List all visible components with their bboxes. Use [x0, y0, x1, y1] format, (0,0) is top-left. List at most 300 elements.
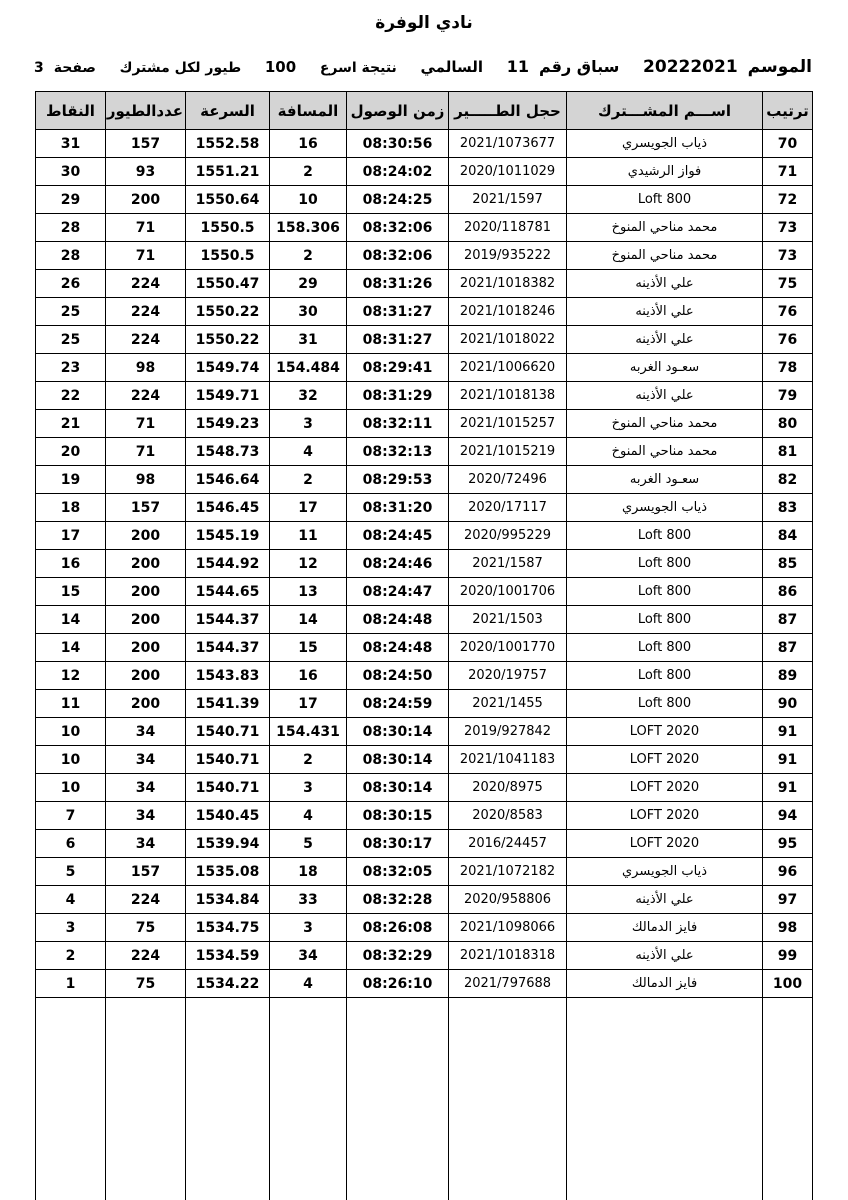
- cell-rank: 73: [763, 242, 813, 270]
- table-header-row: [36, 92, 813, 130]
- cell-pigeons: 200: [106, 186, 186, 214]
- cell-rank: 90: [763, 690, 813, 718]
- cell-rank: 89: [763, 662, 813, 690]
- cell-ring: 2021/1098066: [449, 914, 567, 942]
- cell-arrival: 08:24:46: [347, 550, 449, 578]
- cell-speed: 1544.37: [186, 634, 270, 662]
- cell-arrival: 08:32:29: [347, 942, 449, 970]
- club-title: نادي الوفرة: [375, 13, 473, 33]
- cell-arrival: 08:30:14: [347, 746, 449, 774]
- cell-points: 21: [36, 410, 106, 438]
- cell-participant: ذياب الجويسري: [567, 858, 763, 886]
- header-arrival-time: زمن الوصول: [347, 92, 449, 130]
- cell-speed: 1544.92: [186, 550, 270, 578]
- cell-ring: 2020/1001770: [449, 634, 567, 662]
- cell-pigeons: 224: [106, 326, 186, 354]
- cell-speed: 1550.22: [186, 326, 270, 354]
- cell-rank: 72: [763, 186, 813, 214]
- cell-arrival: 08:29:41: [347, 354, 449, 382]
- cell-points: 4: [36, 886, 106, 914]
- cell-points: 30: [36, 158, 106, 186]
- cell-rank: 71: [763, 158, 813, 186]
- cell-pigeons: 34: [106, 802, 186, 830]
- cell-distance: 2: [270, 242, 347, 270]
- cell-participant: LOFT 2020: [567, 774, 763, 802]
- table-row: [36, 550, 813, 578]
- cell-distance: 29: [270, 270, 347, 298]
- cell-points: 11: [36, 690, 106, 718]
- season-label: الموسم: [747, 57, 812, 77]
- cell-distance: 17: [270, 494, 347, 522]
- cell-ring: 2021/1015219: [449, 438, 567, 466]
- cell-points: 12: [36, 662, 106, 690]
- cell-pigeons: 34: [106, 718, 186, 746]
- cell-speed: 1548.73: [186, 438, 270, 466]
- cell-arrival: 08:30:56: [347, 130, 449, 158]
- cell-pigeons: 224: [106, 886, 186, 914]
- cell-participant: محمد مناحي المنوخ: [567, 438, 763, 466]
- cell-participant: محمد مناحي المنوخ: [567, 242, 763, 270]
- result-suffix: طيور لكل مشترك: [119, 60, 242, 76]
- race-number: 11: [506, 57, 529, 76]
- cell-speed: 1543.83: [186, 662, 270, 690]
- cell-participant: Loft 800: [567, 550, 763, 578]
- cell-participant: علي الأذينه: [567, 942, 763, 970]
- header-points: النقاط: [36, 92, 106, 130]
- cell-points: 29: [36, 186, 106, 214]
- cell-arrival: 08:24:48: [347, 606, 449, 634]
- empty-cell: [106, 998, 186, 1200]
- cell-distance: 5: [270, 830, 347, 858]
- cell-ring: 2021/1018246: [449, 298, 567, 326]
- cell-rank: 91: [763, 746, 813, 774]
- empty-cell: [347, 998, 449, 1200]
- cell-pigeons: 75: [106, 970, 186, 998]
- cell-rank: 75: [763, 270, 813, 298]
- cell-points: 18: [36, 494, 106, 522]
- cell-pigeons: 200: [106, 550, 186, 578]
- cell-participant: علي الأذينه: [567, 326, 763, 354]
- cell-speed: 1534.84: [186, 886, 270, 914]
- table-row: [36, 886, 813, 914]
- cell-pigeons: 71: [106, 410, 186, 438]
- table-row: [36, 130, 813, 158]
- cell-participant: فواز الرشيدي: [567, 158, 763, 186]
- table-row: [36, 494, 813, 522]
- race-location: السالمي: [420, 58, 484, 76]
- cell-ring: 2020/995229: [449, 522, 567, 550]
- cell-arrival: 08:32:05: [347, 858, 449, 886]
- cell-speed: 1549.23: [186, 410, 270, 438]
- cell-points: 14: [36, 606, 106, 634]
- header-distance: المسافة: [270, 92, 347, 130]
- cell-arrival: 08:31:29: [347, 382, 449, 410]
- cell-participant: علي الأذينه: [567, 382, 763, 410]
- cell-participant: محمد مناحي المنوخ: [567, 214, 763, 242]
- cell-ring: 2021/1015257: [449, 410, 567, 438]
- cell-arrival: 08:24:02: [347, 158, 449, 186]
- cell-distance: 12: [270, 550, 347, 578]
- cell-points: 10: [36, 718, 106, 746]
- cell-rank: 83: [763, 494, 813, 522]
- cell-pigeons: 98: [106, 354, 186, 382]
- cell-points: 1: [36, 970, 106, 998]
- cell-rank: 85: [763, 550, 813, 578]
- cell-speed: 1535.08: [186, 858, 270, 886]
- cell-ring: 2021/1006620: [449, 354, 567, 382]
- cell-arrival: 08:26:10: [347, 970, 449, 998]
- cell-participant: LOFT 2020: [567, 718, 763, 746]
- race-label: سباق رقم: [538, 57, 620, 76]
- cell-pigeons: 157: [106, 130, 186, 158]
- cell-distance: 10: [270, 186, 347, 214]
- season-info: [643, 57, 812, 77]
- cell-rank: 73: [763, 214, 813, 242]
- table-row: [36, 270, 813, 298]
- cell-participant: Loft 800: [567, 690, 763, 718]
- cell-arrival: 08:26:08: [347, 914, 449, 942]
- cell-rank: 76: [763, 326, 813, 354]
- cell-points: 3: [36, 914, 106, 942]
- cell-ring: 2016/24457: [449, 830, 567, 858]
- cell-participant: LOFT 2020: [567, 802, 763, 830]
- cell-participant: محمد مناحي المنوخ: [567, 410, 763, 438]
- cell-arrival: 08:24:45: [347, 522, 449, 550]
- table-row: [36, 830, 813, 858]
- empty-cell: [186, 998, 270, 1200]
- cell-rank: 97: [763, 886, 813, 914]
- cell-points: 7: [36, 802, 106, 830]
- cell-distance: 32: [270, 382, 347, 410]
- table-row: [36, 942, 813, 970]
- cell-arrival: 08:32:13: [347, 438, 449, 466]
- cell-arrival: 08:24:25: [347, 186, 449, 214]
- cell-speed: 1534.22: [186, 970, 270, 998]
- cell-participant: Loft 800: [567, 634, 763, 662]
- header-speed: السرعة: [186, 92, 270, 130]
- cell-ring: 2021/797688: [449, 970, 567, 998]
- cell-speed: 1539.94: [186, 830, 270, 858]
- table-row: [36, 410, 813, 438]
- cell-points: 19: [36, 466, 106, 494]
- cell-ring: 2020/958806: [449, 886, 567, 914]
- table-row: [36, 522, 813, 550]
- cell-points: 28: [36, 214, 106, 242]
- cell-participant: علي الأذينه: [567, 886, 763, 914]
- cell-participant: سعـود الغربه: [567, 466, 763, 494]
- cell-rank: 86: [763, 578, 813, 606]
- cell-participant: فايز الدمالك: [567, 970, 763, 998]
- cell-ring: 2021/1503: [449, 606, 567, 634]
- cell-arrival: 08:32:06: [347, 214, 449, 242]
- table-row: [36, 466, 813, 494]
- cell-arrival: 08:31:27: [347, 326, 449, 354]
- page-label: صفحة: [53, 60, 96, 76]
- cell-distance: 3: [270, 410, 347, 438]
- cell-distance: 158.306: [270, 214, 347, 242]
- cell-arrival: 08:32:06: [347, 242, 449, 270]
- cell-speed: 1550.5: [186, 242, 270, 270]
- cell-ring: 2020/72496: [449, 466, 567, 494]
- cell-distance: 11: [270, 522, 347, 550]
- table-row: [36, 382, 813, 410]
- cell-speed: 1544.37: [186, 606, 270, 634]
- cell-pigeons: 93: [106, 158, 186, 186]
- cell-speed: 1540.45: [186, 802, 270, 830]
- cell-distance: 34: [270, 942, 347, 970]
- cell-pigeons: 224: [106, 298, 186, 326]
- cell-points: 23: [36, 354, 106, 382]
- cell-speed: 1534.75: [186, 914, 270, 942]
- cell-speed: 1549.71: [186, 382, 270, 410]
- cell-distance: 2: [270, 746, 347, 774]
- cell-pigeons: 34: [106, 774, 186, 802]
- cell-distance: 16: [270, 130, 347, 158]
- cell-distance: 154.484: [270, 354, 347, 382]
- cell-rank: 95: [763, 830, 813, 858]
- cell-distance: 18: [270, 858, 347, 886]
- cell-ring: 2019/927842: [449, 718, 567, 746]
- cell-distance: 2: [270, 158, 347, 186]
- cell-ring: 2021/1018382: [449, 270, 567, 298]
- table-row: [36, 774, 813, 802]
- cell-ring: 2019/935222: [449, 242, 567, 270]
- table-row: [36, 242, 813, 270]
- cell-rank: 84: [763, 522, 813, 550]
- cell-pigeons: 71: [106, 214, 186, 242]
- cell-speed: 1550.47: [186, 270, 270, 298]
- cell-arrival: 08:30:14: [347, 774, 449, 802]
- cell-ring: 2021/1018138: [449, 382, 567, 410]
- cell-arrival: 08:24:50: [347, 662, 449, 690]
- cell-arrival: 08:32:28: [347, 886, 449, 914]
- cell-arrival: 08:24:59: [347, 690, 449, 718]
- cell-distance: 3: [270, 774, 347, 802]
- cell-arrival: 08:31:27: [347, 298, 449, 326]
- cell-distance: 2: [270, 466, 347, 494]
- cell-speed: 1540.71: [186, 718, 270, 746]
- cell-speed: 1544.65: [186, 578, 270, 606]
- cell-ring: 2020/8975: [449, 774, 567, 802]
- cell-distance: 17: [270, 690, 347, 718]
- table-row: [36, 858, 813, 886]
- results-tbody: [36, 130, 813, 998]
- table-row: [36, 354, 813, 382]
- cell-arrival: 08:24:47: [347, 578, 449, 606]
- cell-pigeons: 34: [106, 746, 186, 774]
- cell-points: 2: [36, 942, 106, 970]
- table-row: [36, 634, 813, 662]
- cell-speed: 1540.71: [186, 774, 270, 802]
- results-table: [35, 91, 813, 1200]
- cell-speed: 1546.64: [186, 466, 270, 494]
- cell-ring: 2021/1597: [449, 186, 567, 214]
- cell-participant: Loft 800: [567, 662, 763, 690]
- table-row: [36, 718, 813, 746]
- cell-arrival: 08:32:11: [347, 410, 449, 438]
- race-info: [507, 57, 620, 76]
- cell-rank: 82: [763, 466, 813, 494]
- cell-ring: 2021/1072182: [449, 858, 567, 886]
- cell-speed: 1546.45: [186, 494, 270, 522]
- cell-arrival: 08:30:17: [347, 830, 449, 858]
- page-info: [34, 60, 96, 76]
- cell-speed: 1545.19: [186, 522, 270, 550]
- cell-speed: 1549.74: [186, 354, 270, 382]
- cell-pigeons: 224: [106, 382, 186, 410]
- cell-points: 16: [36, 550, 106, 578]
- cell-pigeons: 34: [106, 830, 186, 858]
- cell-rank: 91: [763, 774, 813, 802]
- cell-speed: 1541.39: [186, 690, 270, 718]
- cell-participant: فايز الدمالك: [567, 914, 763, 942]
- cell-points: 15: [36, 578, 106, 606]
- header-participant: اســـم المشـــترك: [567, 92, 763, 130]
- cell-ring: 2020/118781: [449, 214, 567, 242]
- cell-ring: 2021/1018318: [449, 942, 567, 970]
- cell-speed: 1534.59: [186, 942, 270, 970]
- cell-ring: 2020/19757: [449, 662, 567, 690]
- cell-distance: 4: [270, 802, 347, 830]
- cell-points: 10: [36, 746, 106, 774]
- cell-participant: Loft 800: [567, 578, 763, 606]
- cell-ring: 2020/17117: [449, 494, 567, 522]
- table-row: [36, 662, 813, 690]
- cell-pigeons: 157: [106, 858, 186, 886]
- cell-pigeons: 200: [106, 690, 186, 718]
- cell-participant: ذياب الجويسري: [567, 130, 763, 158]
- empty-cell: [567, 998, 763, 1200]
- cell-rank: 98: [763, 914, 813, 942]
- cell-rank: 100: [763, 970, 813, 998]
- cell-arrival: 08:31:26: [347, 270, 449, 298]
- cell-rank: 70: [763, 130, 813, 158]
- table-row: [36, 214, 813, 242]
- cell-rank: 80: [763, 410, 813, 438]
- cell-speed: 1552.58: [186, 130, 270, 158]
- cell-distance: 14: [270, 606, 347, 634]
- cell-rank: 78: [763, 354, 813, 382]
- table-row: [36, 298, 813, 326]
- table-row: [36, 970, 813, 998]
- cell-participant: سعـود الغربه: [567, 354, 763, 382]
- header-ring: حجل الطـــــير: [449, 92, 567, 130]
- cell-pigeons: 71: [106, 242, 186, 270]
- table-row: [36, 438, 813, 466]
- cell-distance: 15: [270, 634, 347, 662]
- table-row: [36, 690, 813, 718]
- cell-points: 5: [36, 858, 106, 886]
- cell-pigeons: 224: [106, 942, 186, 970]
- cell-ring: 2020/1011029: [449, 158, 567, 186]
- cell-rank: 96: [763, 858, 813, 886]
- table-row: [36, 578, 813, 606]
- cell-points: 10: [36, 774, 106, 802]
- cell-participant: ذياب الجويسري: [567, 494, 763, 522]
- empty-cell: [270, 998, 347, 1200]
- cell-arrival: 08:29:53: [347, 466, 449, 494]
- cell-distance: 30: [270, 298, 347, 326]
- cell-arrival: 08:30:15: [347, 802, 449, 830]
- cell-distance: 16: [270, 662, 347, 690]
- empty-cell: [763, 998, 813, 1200]
- cell-pigeons: 71: [106, 438, 186, 466]
- cell-ring: 2021/1018022: [449, 326, 567, 354]
- cell-participant: Loft 800: [567, 186, 763, 214]
- empty-cell: [449, 998, 567, 1200]
- header-pigeon-count: عددالطيور: [106, 92, 186, 130]
- cell-rank: 79: [763, 382, 813, 410]
- table-row: [36, 606, 813, 634]
- cell-pigeons: 98: [106, 466, 186, 494]
- report-meta-line: [34, 57, 812, 77]
- cell-rank: 94: [763, 802, 813, 830]
- cell-pigeons: 200: [106, 522, 186, 550]
- cell-speed: 1550.22: [186, 298, 270, 326]
- cell-rank: 87: [763, 606, 813, 634]
- cell-ring: 2021/1041183: [449, 746, 567, 774]
- result-count: 100: [264, 58, 297, 76]
- cell-points: 25: [36, 298, 106, 326]
- cell-distance: 33: [270, 886, 347, 914]
- cell-pigeons: 224: [106, 270, 186, 298]
- page-number: 3: [34, 60, 44, 76]
- cell-pigeons: 200: [106, 662, 186, 690]
- cell-points: 22: [36, 382, 106, 410]
- result-label: نتيجة اسرع: [319, 60, 397, 76]
- cell-participant: Loft 800: [567, 522, 763, 550]
- cell-points: 17: [36, 522, 106, 550]
- cell-points: 28: [36, 242, 106, 270]
- cell-distance: 154.431: [270, 718, 347, 746]
- cell-points: 20: [36, 438, 106, 466]
- cell-pigeons: 200: [106, 634, 186, 662]
- cell-distance: 3: [270, 914, 347, 942]
- cell-participant: Loft 800: [567, 606, 763, 634]
- cell-participant: علي الأذينه: [567, 298, 763, 326]
- cell-ring: 2021/1587: [449, 550, 567, 578]
- cell-speed: 1550.64: [186, 186, 270, 214]
- table-row: [36, 326, 813, 354]
- cell-ring: 2020/1001706: [449, 578, 567, 606]
- cell-speed: 1551.21: [186, 158, 270, 186]
- cell-arrival: 08:24:48: [347, 634, 449, 662]
- cell-rank: 81: [763, 438, 813, 466]
- cell-arrival: 08:31:20: [347, 494, 449, 522]
- cell-participant: LOFT 2020: [567, 830, 763, 858]
- cell-distance: 31: [270, 326, 347, 354]
- cell-arrival: 08:30:14: [347, 718, 449, 746]
- cell-points: 6: [36, 830, 106, 858]
- cell-rank: 91: [763, 718, 813, 746]
- cell-speed: 1550.5: [186, 214, 270, 242]
- cell-pigeons: 75: [106, 914, 186, 942]
- cell-points: 26: [36, 270, 106, 298]
- empty-cell: [36, 998, 106, 1200]
- cell-speed: 1540.71: [186, 746, 270, 774]
- table-row: [36, 158, 813, 186]
- cell-ring: 2021/1455: [449, 690, 567, 718]
- table-row: [36, 802, 813, 830]
- cell-points: 14: [36, 634, 106, 662]
- cell-ring: 2020/8583: [449, 802, 567, 830]
- cell-participant: علي الأذينه: [567, 270, 763, 298]
- cell-distance: 4: [270, 970, 347, 998]
- cell-participant: LOFT 2020: [567, 746, 763, 774]
- cell-rank: 99: [763, 942, 813, 970]
- season-value: 20222021: [643, 57, 738, 77]
- cell-distance: 13: [270, 578, 347, 606]
